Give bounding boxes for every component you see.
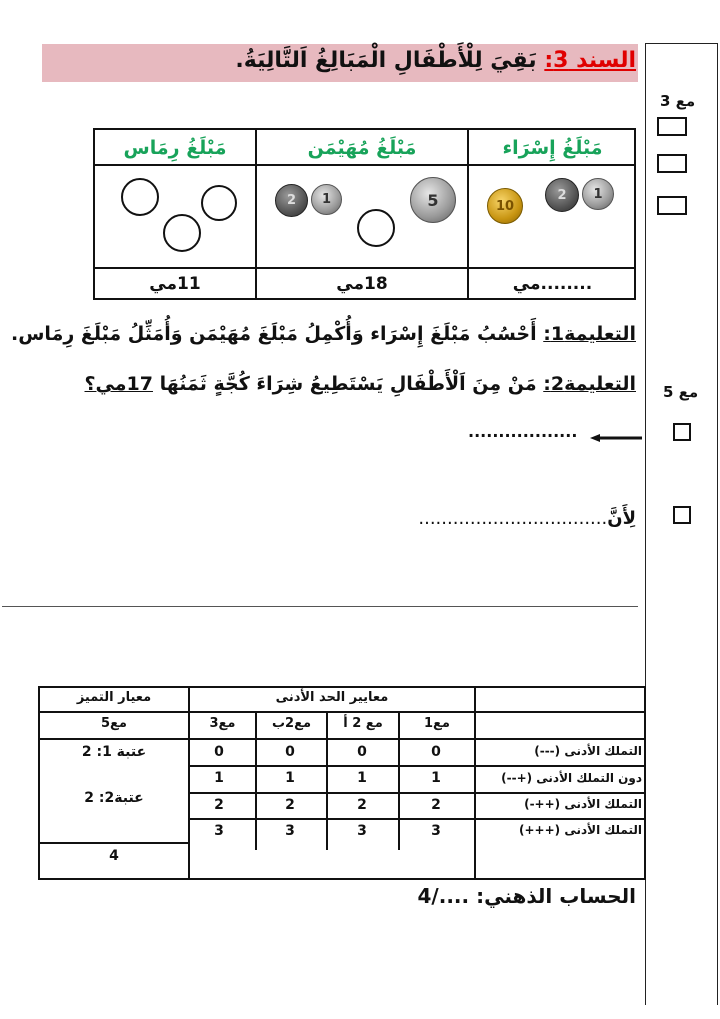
criterion-3-checkbox-1[interactable] bbox=[657, 117, 687, 136]
criterion-5-checkbox-2[interactable] bbox=[673, 506, 691, 524]
table-divider bbox=[93, 267, 636, 269]
instruction-1-label: التعليمة1: bbox=[543, 323, 636, 345]
threshold-1: عتبة 1: 2 bbox=[81, 744, 147, 760]
instruction-2-price: 17مي؟ bbox=[84, 373, 153, 395]
coin-2-millimes: 2 bbox=[275, 184, 308, 217]
score-cell: 2 bbox=[431, 797, 441, 813]
table-divider bbox=[38, 738, 646, 740]
support-text: بَقِيَ لِلْأَطْفَالِ الْمَبَالِغُ اَلتَّالِيَةُ. bbox=[235, 48, 537, 73]
table-divider bbox=[255, 711, 257, 850]
excellence-criterion-header: معيار التميز bbox=[76, 690, 152, 705]
because-label: لِأَنَّ bbox=[607, 508, 636, 529]
level-label: دون التملك الأدنى (+--) bbox=[501, 771, 642, 785]
instruction-1-text: أَحْسُبُ مَبْلَغَ إِسْرَاء وَأُكْمِلُ مَبْلَغَ مُهَيْمَن وَأُمَثِّلُ مَبْلَغَ رِمَاس. bbox=[11, 323, 537, 345]
score-cell: 2 bbox=[214, 797, 224, 813]
score-cell: 1 bbox=[431, 770, 441, 786]
table-divider bbox=[38, 711, 646, 713]
because-line bbox=[418, 508, 636, 529]
table-divider bbox=[93, 164, 636, 166]
coin-1-millime: 1 bbox=[582, 178, 614, 210]
minimum-criteria-header: معايير الحد الأدنى bbox=[275, 690, 389, 705]
table-divider bbox=[326, 711, 328, 850]
criteria-margin-column bbox=[645, 43, 718, 1005]
empty-coin-circle[interactable] bbox=[163, 214, 201, 252]
criterion-5-label: مع 5 bbox=[663, 383, 699, 401]
max-score: 4 bbox=[109, 848, 119, 864]
instruction-2 bbox=[85, 373, 637, 395]
score-cell: 1 bbox=[357, 770, 367, 786]
instruction-2-label: التعليمة2: bbox=[543, 373, 636, 395]
score-cell: 2 bbox=[357, 797, 367, 813]
mental-math-value[interactable]: 4/.... bbox=[417, 884, 470, 908]
score-cell: 2 bbox=[285, 797, 295, 813]
table-divider bbox=[38, 842, 188, 844]
coin-10-millimes: 10 bbox=[487, 188, 523, 224]
score-cell: 3 bbox=[357, 823, 367, 839]
support-label: السند 3: bbox=[544, 48, 636, 73]
table-divider bbox=[188, 792, 646, 794]
amount-israa[interactable]: ........مي bbox=[512, 274, 593, 294]
answer-line[interactable]: .................. bbox=[468, 422, 578, 441]
document-heading bbox=[235, 48, 636, 73]
column-criterion-1: مع1 bbox=[424, 716, 450, 731]
amount-muhaymin: 18مي bbox=[336, 274, 388, 294]
score-cell: 0 bbox=[214, 744, 224, 760]
empty-coin-circle[interactable] bbox=[121, 178, 159, 216]
column-criterion-2b: مع2ب bbox=[271, 716, 312, 731]
mental-math-score bbox=[418, 884, 636, 908]
coin-2-millimes: 2 bbox=[545, 178, 579, 212]
criterion-3-label: مع 3 bbox=[660, 92, 696, 110]
coin-1-millime: 1 bbox=[311, 184, 342, 215]
level-label: التملك الأدنى (++-) bbox=[524, 797, 642, 811]
threshold-2: عتبة2: 2 bbox=[84, 790, 144, 806]
level-label: التملك الأدنى (---) bbox=[534, 744, 642, 758]
left-arrow-icon bbox=[590, 434, 642, 442]
column-header-muhaymin: مَبْلَغُ مُهَيْمَن bbox=[307, 137, 417, 159]
empty-coin-circle[interactable] bbox=[201, 185, 237, 221]
table-divider bbox=[474, 686, 476, 880]
score-cell: 3 bbox=[285, 823, 295, 839]
score-cell: 1 bbox=[285, 770, 295, 786]
section-divider bbox=[2, 606, 638, 607]
mental-math-label: الحساب الذهني: bbox=[476, 884, 636, 908]
table-divider bbox=[188, 765, 646, 767]
score-cell: 0 bbox=[357, 744, 367, 760]
table-divider bbox=[188, 818, 646, 820]
level-label: التملك الأدنى (+++) bbox=[519, 823, 642, 837]
score-cell: 1 bbox=[214, 770, 224, 786]
score-cell: 0 bbox=[431, 744, 441, 760]
criterion-3-checkbox-3[interactable] bbox=[657, 196, 687, 215]
column-header-israa: مَبْلَغُ إِسْرَاء bbox=[502, 137, 603, 159]
score-cell: 3 bbox=[214, 823, 224, 839]
table-divider bbox=[398, 711, 400, 850]
column-header-rimas: مَبْلَغُ رِمَاس bbox=[123, 137, 227, 159]
column-criterion-2a: مع 2 أ bbox=[343, 716, 383, 731]
score-cell: 3 bbox=[431, 823, 441, 839]
coin-5-millimes: 5 bbox=[410, 177, 456, 223]
empty-coin-circle[interactable] bbox=[357, 209, 395, 247]
instruction-2-text: مَنْ مِنَ اَلْأَطْفَالِ يَسْتَطِيعُ شِرَاءَ كُجَّةٍ ثَمَنُهَا bbox=[159, 373, 537, 395]
column-criterion-3: مع3 bbox=[209, 716, 236, 731]
criterion-3-checkbox-2[interactable] bbox=[657, 154, 687, 173]
column-mastery-criterion-5: مع5 bbox=[101, 716, 127, 731]
instruction-1 bbox=[11, 323, 636, 345]
criterion-5-checkbox-1[interactable] bbox=[673, 423, 691, 441]
amount-rimas: 11مي bbox=[149, 274, 201, 294]
because-answer-dots[interactable]: ................................. bbox=[418, 508, 608, 529]
score-cell: 0 bbox=[285, 744, 295, 760]
